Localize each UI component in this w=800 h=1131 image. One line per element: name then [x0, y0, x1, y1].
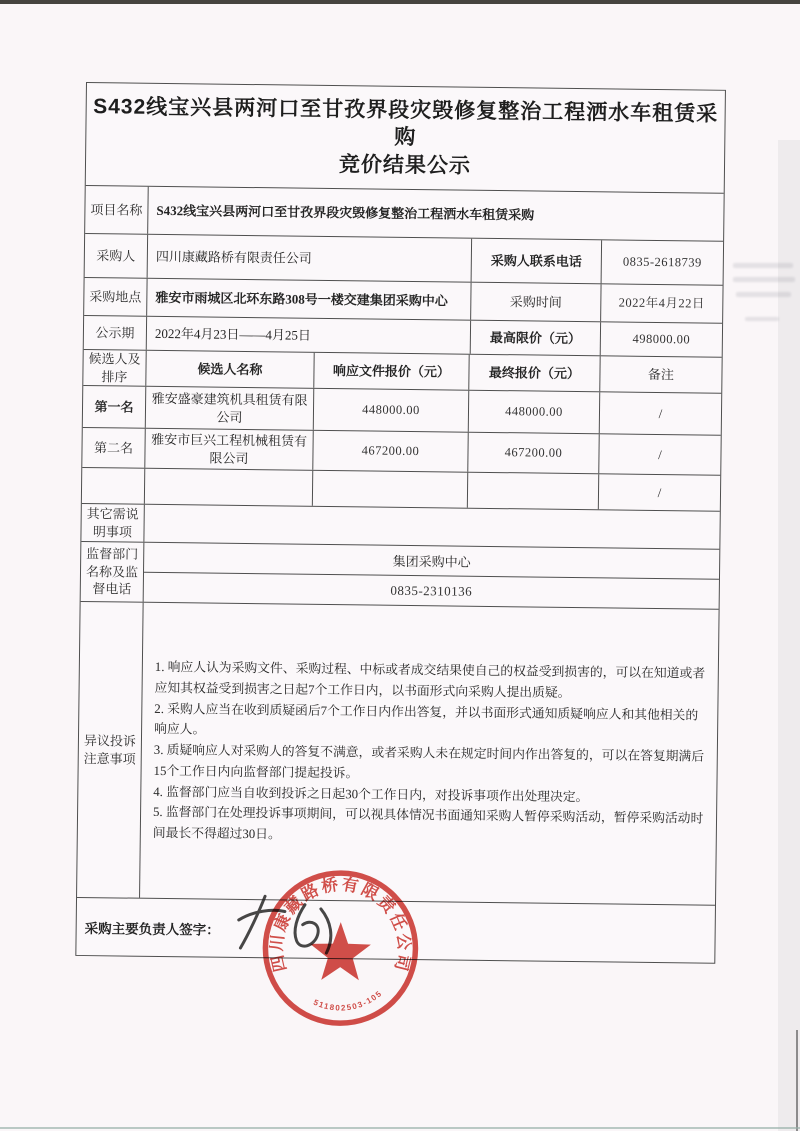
- candidate-doc-price: 448000.00: [313, 389, 468, 432]
- candidate-final-price: 448000.00: [468, 391, 599, 434]
- row-supervision: [81, 541, 720, 609]
- supervision-values: [143, 543, 720, 609]
- rank-header: 候选人及排序: [88, 351, 141, 385]
- location-label: 采购地点: [89, 288, 142, 305]
- candidate-name: [144, 469, 312, 506]
- candidate-remark: /: [598, 474, 720, 510]
- document-title-line2: 竞价结果公示: [338, 152, 472, 178]
- result-announcement-table: [75, 82, 726, 1013]
- time-label: 采购时间: [470, 283, 600, 322]
- price-cap-label: 最高限价（元）: [470, 321, 600, 356]
- row-project-name: [85, 185, 724, 241]
- candidate-final-price: 467200.00: [467, 433, 598, 474]
- bleedthrough-smudge: [736, 292, 791, 297]
- remark-header: 备注: [599, 356, 721, 392]
- candidate-rank: [82, 468, 144, 504]
- publicity-value: 2022年4月23日——4月25日: [146, 317, 470, 354]
- supervision-department: 集团采购中心: [392, 553, 471, 570]
- price-cap-value: 498000.00: [600, 322, 722, 356]
- purchaser-value: 四川康藏路桥有限责任公司: [147, 235, 472, 282]
- red-star-icon: [310, 922, 372, 981]
- candidate-row-1: [83, 385, 721, 435]
- seal-company-text: 四川康藏路桥有限责任公司: [267, 875, 413, 975]
- row-other-notes: [81, 503, 719, 549]
- doc-price-header: 响应文件报价（元）: [313, 353, 468, 390]
- document-title-line1: S432线宝兴县两河口至甘孜界段灾毁修复整治工程洒水车租赁采购: [93, 95, 719, 150]
- final-price-header: 最终报价（元）: [468, 355, 599, 392]
- publicity-label: 公示期: [95, 324, 135, 341]
- bleedthrough-smudge: [733, 277, 795, 282]
- candidate-doc-price: [312, 471, 467, 508]
- scan-edge-top: [0, 0, 800, 4]
- other-notes-value: [143, 505, 719, 549]
- candidate-rank: 第二名: [93, 439, 134, 456]
- scan-edge-bottom: [0, 1127, 800, 1129]
- purchaser-phone-label: 采购人联系电话: [471, 239, 602, 284]
- company-seal: [253, 863, 427, 1037]
- scan-edge-right: [796, 1030, 798, 1131]
- svg-text:511802503-105: [312, 988, 384, 1013]
- objection-item: 2. 采购人应当在收到质疑函后7个工作日内作出答复，并以书面形式通知质疑响应人和其他相关的响应人。: [154, 701, 699, 737]
- row-location: [84, 277, 722, 323]
- candidate-doc-price: 467200.00: [312, 431, 467, 472]
- candidate-remark: /: [598, 434, 720, 474]
- purchaser-phone-value: 0835-2618739: [601, 240, 724, 284]
- candidate-name-header: 候选人名称: [145, 351, 313, 388]
- purchaser-label: 采购人: [96, 247, 136, 264]
- row-objection-notes: [77, 601, 719, 905]
- signature-label: 采购主要负责人签字：: [84, 920, 220, 938]
- objection-item: 3. 质疑响应人对采购人的答复不满意，或者采购人未在规定时间内作出答复的，可以在答复期满后15个工作日内向监督部门提起投诉。: [153, 743, 705, 781]
- seal-number-text: 511802503-105: [312, 988, 385, 1013]
- objection-item: 5. 监督部门在处理投诉事项期间，可以视具体情况书面通知采购人暂停采购活动，暂停采购活动时间最长不得超过30日。: [152, 805, 704, 842]
- row-purchaser: [85, 233, 723, 285]
- objection-item: 1. 响应人认为采购文件、采购过程、中标或者成交结果使自己的权益受到损害的，可以在知道或者应知其权益受到损害之日起7个工作日内，以书面形式向采购人提出质疑。: [154, 660, 706, 700]
- bleedthrough-smudge: [733, 263, 793, 268]
- location-value: 雅安市雨城区北环东路308号一楼交建集团采购中心: [146, 279, 470, 320]
- objection-label: 异议投诉注意事项: [83, 732, 137, 767]
- candidate-rank: 第一名: [94, 398, 134, 415]
- candidate-row-2: [82, 427, 720, 475]
- project-name-value: S432线宝兴县两河口至甘孜界段灾毁修复整治工程洒水车租赁采购: [147, 187, 724, 241]
- title-block: [86, 83, 725, 193]
- objection-item: 4. 监督部门应当自收到投诉之日起30个工作日内，对投诉事项作出处理决定。: [153, 784, 589, 804]
- supervision-label: 监督部门名称及监督电话: [85, 546, 139, 597]
- time-value: 2022年4月22日: [600, 284, 722, 322]
- other-notes-label: 其它需说明事项: [86, 505, 139, 540]
- scan-edge-shade: [778, 140, 800, 1131]
- bleedthrough-smudge: [745, 317, 779, 321]
- objection-content: [139, 603, 719, 905]
- candidate-name: 雅安市巨兴工程机械租赁有限公司: [144, 429, 312, 470]
- project-name-label: 项目名称: [90, 201, 143, 218]
- candidate-remark: /: [599, 392, 721, 434]
- candidate-final-price: [467, 473, 598, 510]
- supervision-phone: 0835-2310136: [144, 572, 719, 609]
- candidate-name: 雅安盛豪建筑机具租赁有限公司: [145, 387, 313, 430]
